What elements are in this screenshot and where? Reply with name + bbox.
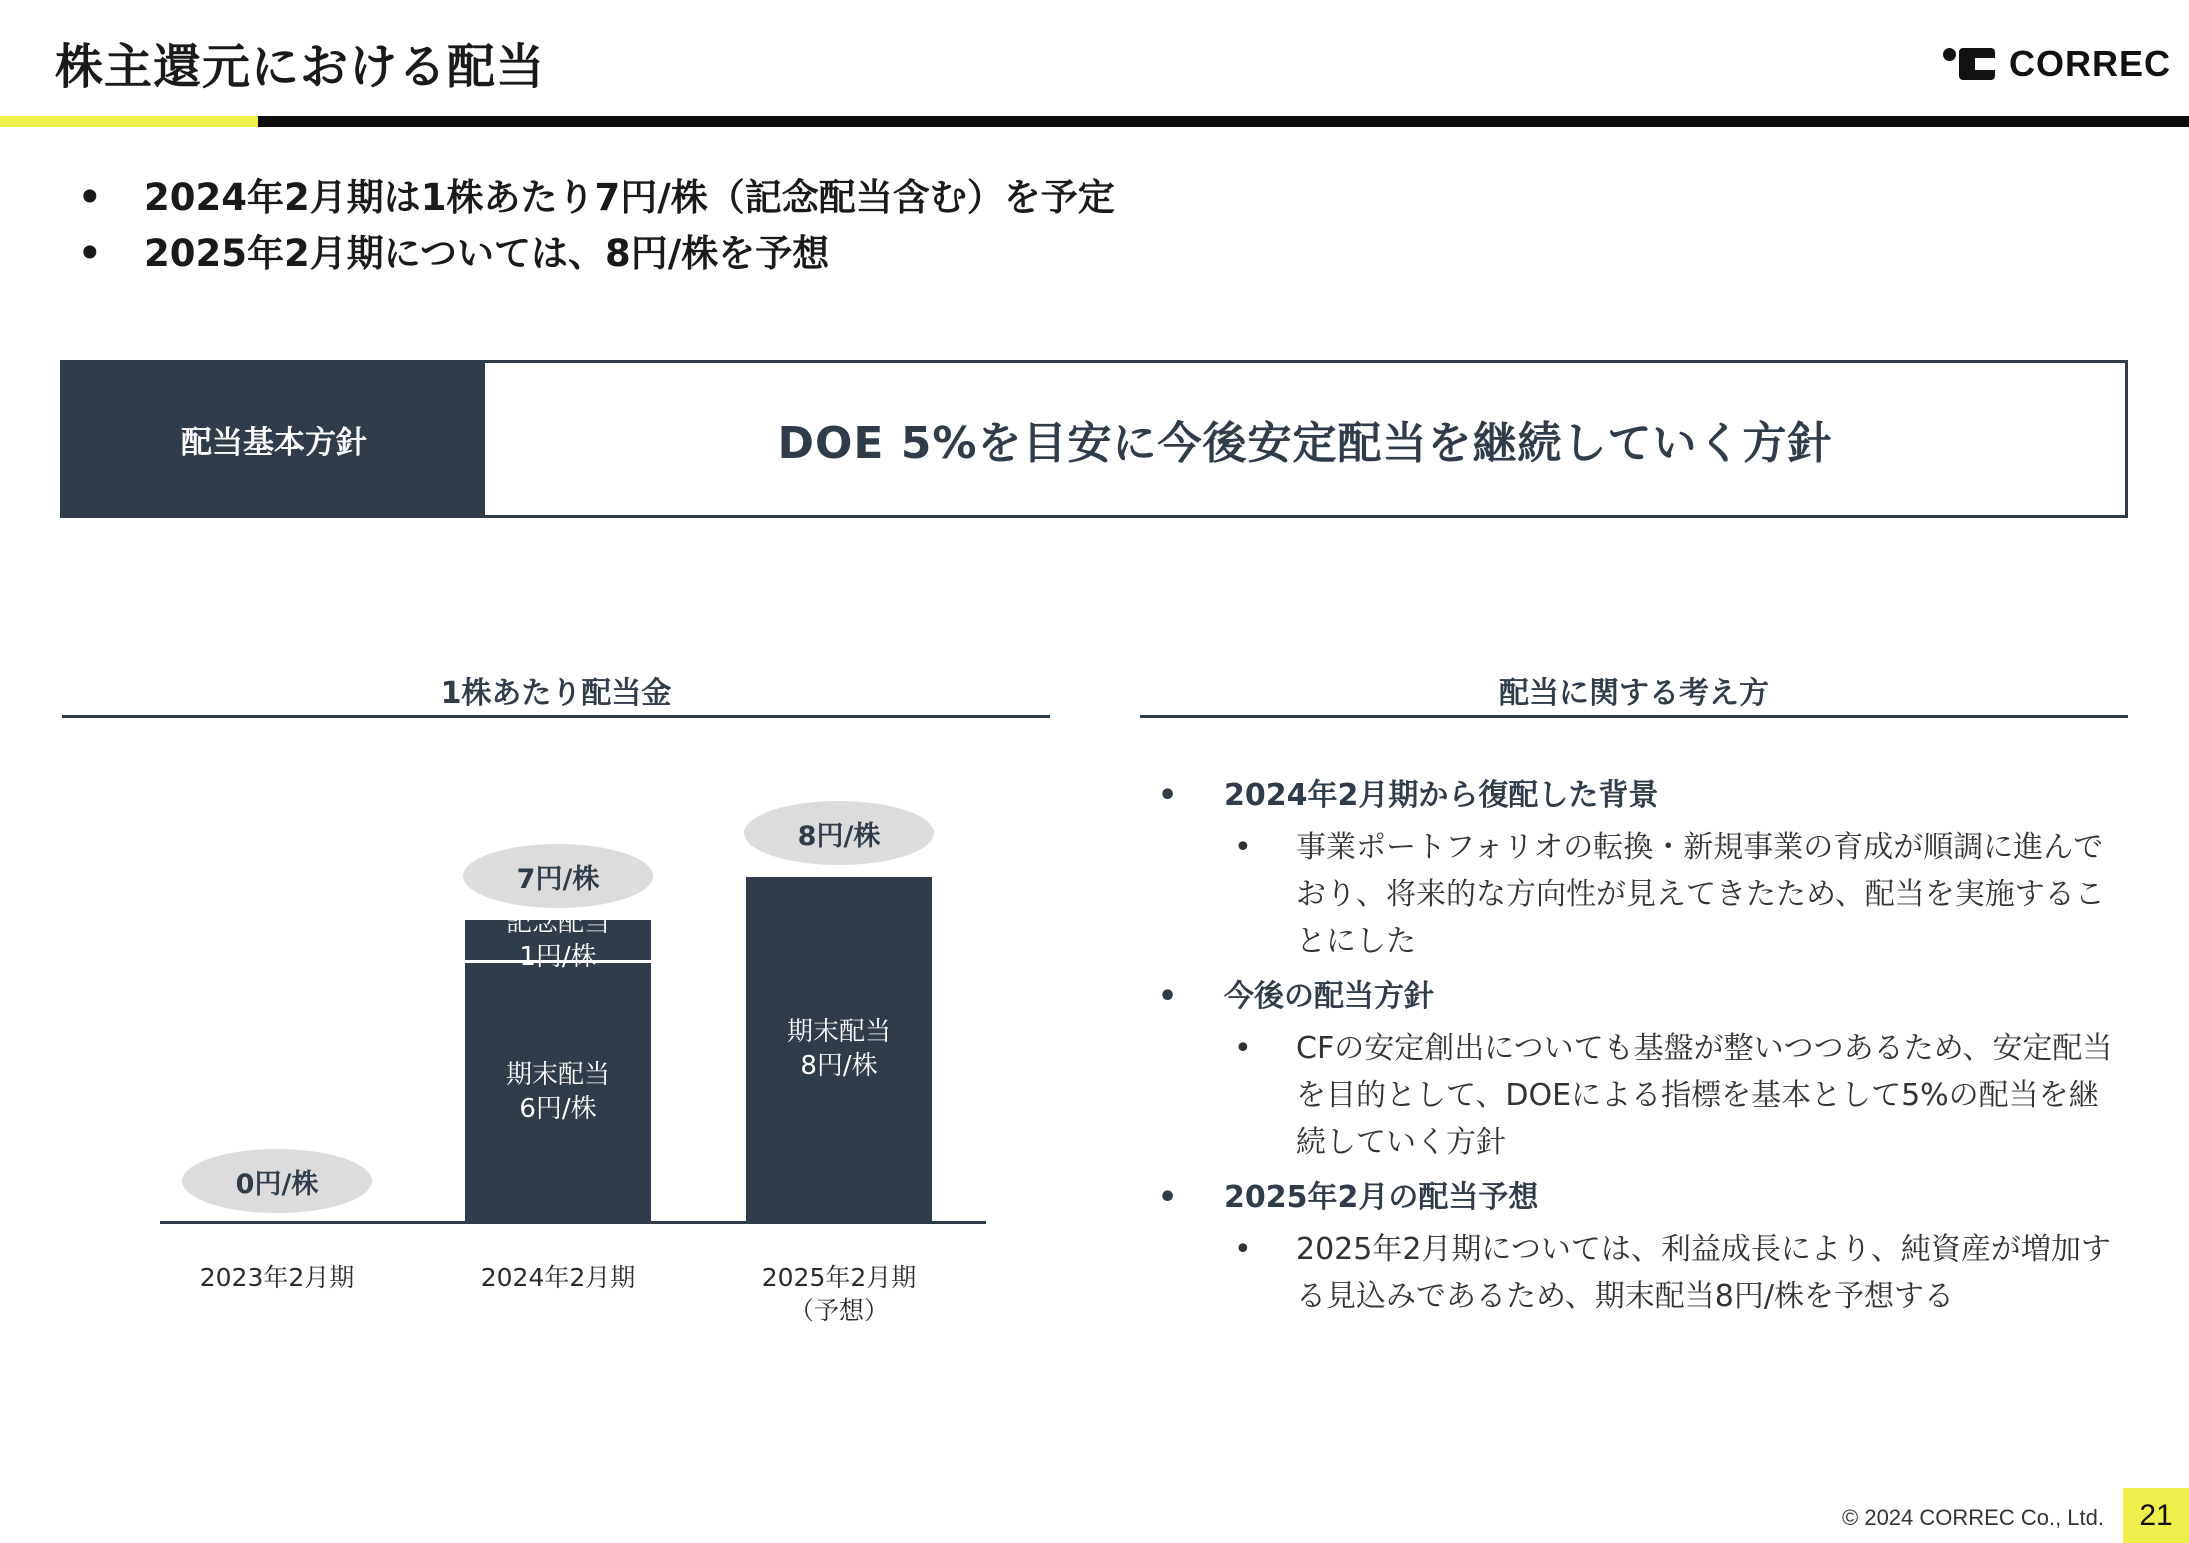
- policy-label: 配当基本方針: [63, 363, 485, 515]
- bar-segment: [465, 963, 651, 1221]
- point-heading: • 今後の配当方針: [1158, 975, 2118, 1019]
- point-detail: • CFの安定創出についても基盤が整いつつあるため、安定配当を目的として、DOEによる指標を基本として5%の配当を継続していく方針: [1158, 1025, 2118, 1166]
- bar-segment-label: 記念配当: [505, 908, 610, 938]
- summary-bullet: • 2025年2月期については、8円/株を予想: [78, 226, 1115, 282]
- total-label-bubble: 7円/株: [463, 844, 653, 908]
- point-detail: • 事業ポートフォリオの転換・新規事業の育成が順調に進んでおり、将来的な方向性が見えてきたため、配当を実施することにした: [1158, 824, 2118, 965]
- x-axis-label-line: （予想）: [788, 1296, 889, 1325]
- total-label-bubble: 0円/株: [182, 1149, 372, 1213]
- correc-logo: [1943, 44, 2171, 84]
- bar-segment-label: 1円/株: [519, 942, 597, 972]
- bar-segment: [465, 908, 651, 972]
- policy-section-title: 配当に関する考え方: [1499, 676, 1769, 711]
- page-title: 株主還元における配当: [55, 39, 546, 95]
- x-axis-label: [719, 1261, 959, 1327]
- bar-segment-label: 期末配当: [786, 1017, 891, 1047]
- logo-text: CORREC: [2008, 43, 2171, 84]
- x-axis-label-line: 2023年2月期: [199, 1263, 355, 1292]
- chart-section-rule: [62, 715, 1050, 718]
- point-detail: • 2025年2月期については、利益成長により、純資産が増加する見込みであるため、期末配当8円/株を予想する: [1158, 1226, 2118, 1320]
- correc-logo-icon: [1943, 46, 1997, 82]
- point-heading: • 2025年2月の配当予想: [1158, 1176, 2118, 1220]
- x-axis-label-line: 2025年2月期: [761, 1263, 917, 1292]
- chart-baseline: [160, 1221, 986, 1224]
- dividend-thinking-list: [1158, 764, 2118, 1320]
- chart-section-title: 1株あたり配当金: [440, 676, 672, 711]
- x-axis-label: [157, 1261, 397, 1294]
- copyright: © 2024 CORREC Co., Ltd.: [1842, 1505, 2104, 1530]
- policy-text: DOE 5%を目安に今後安定配当を継続していく方針: [777, 418, 1833, 469]
- summary-bullet: • 2024年2月期は1株あたり7円/株（記念配当含む）を予定: [78, 170, 1115, 226]
- dividend-policy-box: [60, 360, 2128, 518]
- bar-segment: [746, 877, 932, 1221]
- bar-segment-label: 期末配当: [505, 1060, 610, 1090]
- summary-bullets: [78, 170, 1115, 282]
- point-heading: • 2024年2月期から復配した背景: [1158, 774, 2118, 818]
- bar-segment-label: 8円/株: [800, 1051, 878, 1081]
- page-number: 21: [2123, 1488, 2189, 1543]
- header-accent-rule: [0, 116, 258, 127]
- policy-section-rule: [1140, 715, 2128, 718]
- total-label-bubble: 8円/株: [744, 801, 934, 865]
- bar-segment-label: 6円/株: [519, 1094, 597, 1124]
- x-axis-label-line: 2024年2月期: [480, 1263, 636, 1292]
- header-rule: [258, 116, 2189, 127]
- x-axis-label: [438, 1261, 678, 1294]
